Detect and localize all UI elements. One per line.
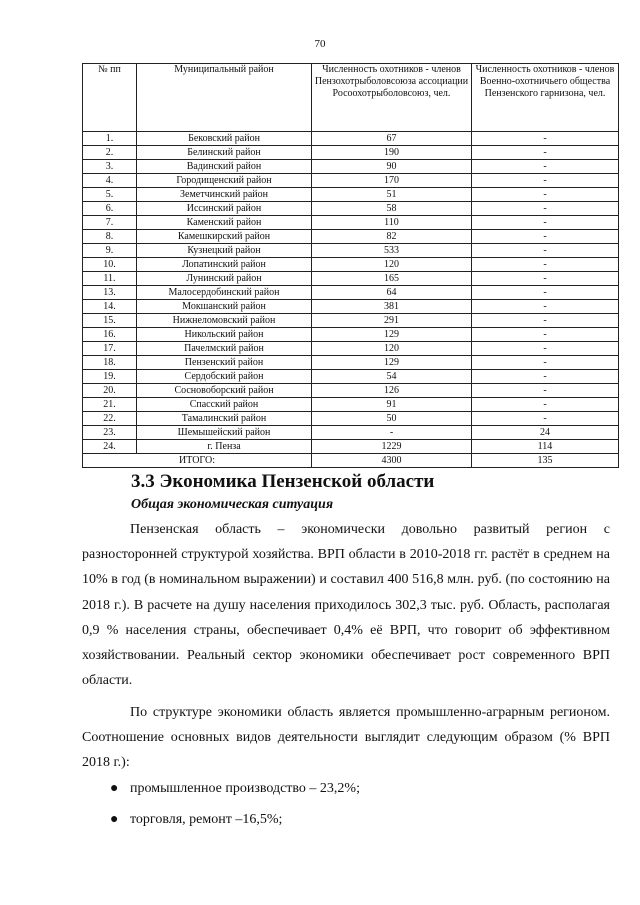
header-district: Муниципальный район: [137, 64, 312, 132]
row-count-union: 110: [312, 216, 472, 230]
table-row: [83, 230, 619, 244]
row-count-union: 129: [312, 356, 472, 370]
row-district: Вадинский район: [137, 160, 312, 174]
table-row: [83, 356, 619, 370]
row-count-union: 58: [312, 202, 472, 216]
table-row: [83, 160, 619, 174]
total-military: 135: [472, 454, 619, 468]
list-item: [82, 811, 610, 842]
row-district: Нижнеломовский район: [137, 314, 312, 328]
subsection-title: Общая экономическая ситуация: [131, 497, 334, 512]
row-number: 14.: [83, 300, 137, 314]
row-number: 21.: [83, 398, 137, 412]
row-count-union: 381: [312, 300, 472, 314]
list-item-text: торговля, ремонт –16,5%;: [130, 812, 283, 827]
row-count-union: 82: [312, 230, 472, 244]
row-number: 8.: [83, 230, 137, 244]
table-header-row: [83, 64, 619, 132]
row-count-military: -: [472, 216, 619, 230]
row-count-union: 170: [312, 174, 472, 188]
table-row: [83, 258, 619, 272]
header-count-union: Численность охотников - членов Пензохотрыболовсоюза ассоциации Росоохотрыболовсоюз, чел.: [312, 64, 472, 132]
row-number: 18.: [83, 356, 137, 370]
table-row: [83, 272, 619, 286]
table-row: [83, 328, 619, 342]
row-district: Тамалинский район: [137, 412, 312, 426]
row-count-military: -: [472, 342, 619, 356]
table-row: [83, 244, 619, 258]
row-count-union: 165: [312, 272, 472, 286]
table-row: [83, 202, 619, 216]
row-count-military: -: [472, 412, 619, 426]
row-count-union: 51: [312, 188, 472, 202]
row-count-union: 1229: [312, 440, 472, 454]
row-count-union: 54: [312, 370, 472, 384]
row-number: 10.: [83, 258, 137, 272]
row-count-military: -: [472, 132, 619, 146]
table-footer: [83, 454, 619, 468]
row-count-union: 64: [312, 286, 472, 300]
table-row: [83, 384, 619, 398]
structure-list: [82, 780, 610, 842]
row-district: Малосердобинский район: [137, 286, 312, 300]
row-count-military: -: [472, 286, 619, 300]
header-count-military: Численность охотников - членов Военно-охотничьего общества Пензенского гарнизона, чел.: [472, 64, 619, 132]
row-count-military: -: [472, 188, 619, 202]
row-number: 5.: [83, 188, 137, 202]
row-district: Спасский район: [137, 398, 312, 412]
bullet-icon: ●: [110, 812, 119, 827]
table-header: [83, 64, 619, 132]
hunters-table: [82, 63, 619, 468]
row-count-union: 67: [312, 132, 472, 146]
row-count-military: -: [472, 258, 619, 272]
row-district: Кузнецкий район: [137, 244, 312, 258]
row-count-military: -: [472, 300, 619, 314]
row-number: 24.: [83, 440, 137, 454]
row-number: 20.: [83, 384, 137, 398]
page-number: 70: [314, 38, 326, 50]
bullet-icon: ●: [110, 781, 119, 796]
row-count-union: 533: [312, 244, 472, 258]
table-row: [83, 342, 619, 356]
table-row: [83, 188, 619, 202]
row-district: Сосновоборский район: [137, 384, 312, 398]
table-row: [83, 146, 619, 160]
row-district: Белинский район: [137, 146, 312, 160]
row-number: 17.: [83, 342, 137, 356]
row-count-union: 50: [312, 412, 472, 426]
row-district: Иссинский район: [137, 202, 312, 216]
row-number: 23.: [83, 426, 137, 440]
row-count-military: -: [472, 356, 619, 370]
paragraph-economy-overview: Пензенская область – экономически довольно развитый регион с разносторонней структурой хозяйства. ВРП области в 2010-2018 гг. растёт в среднем на 10% в год (в номинальном выражении) и составил 400 516,8 млн. руб. (по состоянию на 2018 г.). В расчете на душу населения приходилось 302,3 тыс. руб. Область, располагая 0,9 % населения страны, обеспечивает 0,4% её ВРП, что говорит об эффективном хозяйствовании. Реальный сектор экономики обеспечивает рост современного ВРП области.: [82, 522, 610, 689]
row-count-union: -: [312, 426, 472, 440]
row-district: Каменский район: [137, 216, 312, 230]
row-number: 13.: [83, 286, 137, 300]
table-row: [83, 412, 619, 426]
row-count-union: 129: [312, 328, 472, 342]
row-count-military: 24: [472, 426, 619, 440]
row-count-union: 291: [312, 314, 472, 328]
row-count-union: 91: [312, 398, 472, 412]
row-number: 1.: [83, 132, 137, 146]
row-number: 15.: [83, 314, 137, 328]
row-district: Бековский район: [137, 132, 312, 146]
row-district: Камешкирский район: [137, 230, 312, 244]
row-number: 16.: [83, 328, 137, 342]
row-number: 6.: [83, 202, 137, 216]
row-count-military: -: [472, 272, 619, 286]
row-district: Пензенский район: [137, 356, 312, 370]
row-count-military: -: [472, 230, 619, 244]
row-number: 3.: [83, 160, 137, 174]
row-number: 19.: [83, 370, 137, 384]
row-district: Лопатинский район: [137, 258, 312, 272]
table-row: [83, 440, 619, 454]
row-count-union: 90: [312, 160, 472, 174]
table-total-row: [83, 454, 619, 468]
table-row: [83, 286, 619, 300]
row-number: 7.: [83, 216, 137, 230]
row-count-union: 190: [312, 146, 472, 160]
row-district: г. Пенза: [137, 440, 312, 454]
row-count-military: -: [472, 202, 619, 216]
table-body: [83, 132, 619, 454]
row-count-military: 114: [472, 440, 619, 454]
row-count-military: -: [472, 244, 619, 258]
row-district: Сердобский район: [137, 370, 312, 384]
list-item-text: промышленное производство – 23,2%;: [130, 781, 360, 796]
row-district: Пачелмский район: [137, 342, 312, 356]
table-row: [83, 216, 619, 230]
row-number: 22.: [83, 412, 137, 426]
section-title: 3.3 Экономика Пензенской области: [131, 471, 435, 492]
row-number: 11.: [83, 272, 137, 286]
table-row: [83, 370, 619, 384]
row-count-military: -: [472, 314, 619, 328]
table-row: [83, 314, 619, 328]
row-number: 9.: [83, 244, 137, 258]
paragraph-economy-structure: По структуре экономики область является промышленно-аграрным регионом. Соотношение основных видов деятельности выглядит следующим образом (% ВРП 2018 г.):: [82, 705, 610, 771]
header-number: № пп: [83, 64, 137, 132]
table-row: [83, 132, 619, 146]
row-number: 2.: [83, 146, 137, 160]
row-district: Городищенский район: [137, 174, 312, 188]
row-district: Никольский район: [137, 328, 312, 342]
row-district: Мокшанский район: [137, 300, 312, 314]
row-number: 4.: [83, 174, 137, 188]
row-count-military: -: [472, 384, 619, 398]
list-item: [82, 780, 610, 811]
row-count-military: -: [472, 328, 619, 342]
total-union: 4300: [312, 454, 472, 468]
row-count-military: -: [472, 160, 619, 174]
table-row: [83, 426, 619, 440]
table-row: [83, 174, 619, 188]
row-count-union: 126: [312, 384, 472, 398]
row-district: Лунинский район: [137, 272, 312, 286]
table-row: [83, 398, 619, 412]
row-count-military: -: [472, 398, 619, 412]
row-count-union: 120: [312, 342, 472, 356]
row-count-union: 120: [312, 258, 472, 272]
row-count-military: -: [472, 370, 619, 384]
table-row: [83, 300, 619, 314]
row-district: Земетчинский район: [137, 188, 312, 202]
total-label: ИТОГО:: [83, 454, 312, 468]
row-count-military: -: [472, 174, 619, 188]
row-district: Шемышейский район: [137, 426, 312, 440]
row-count-military: -: [472, 146, 619, 160]
